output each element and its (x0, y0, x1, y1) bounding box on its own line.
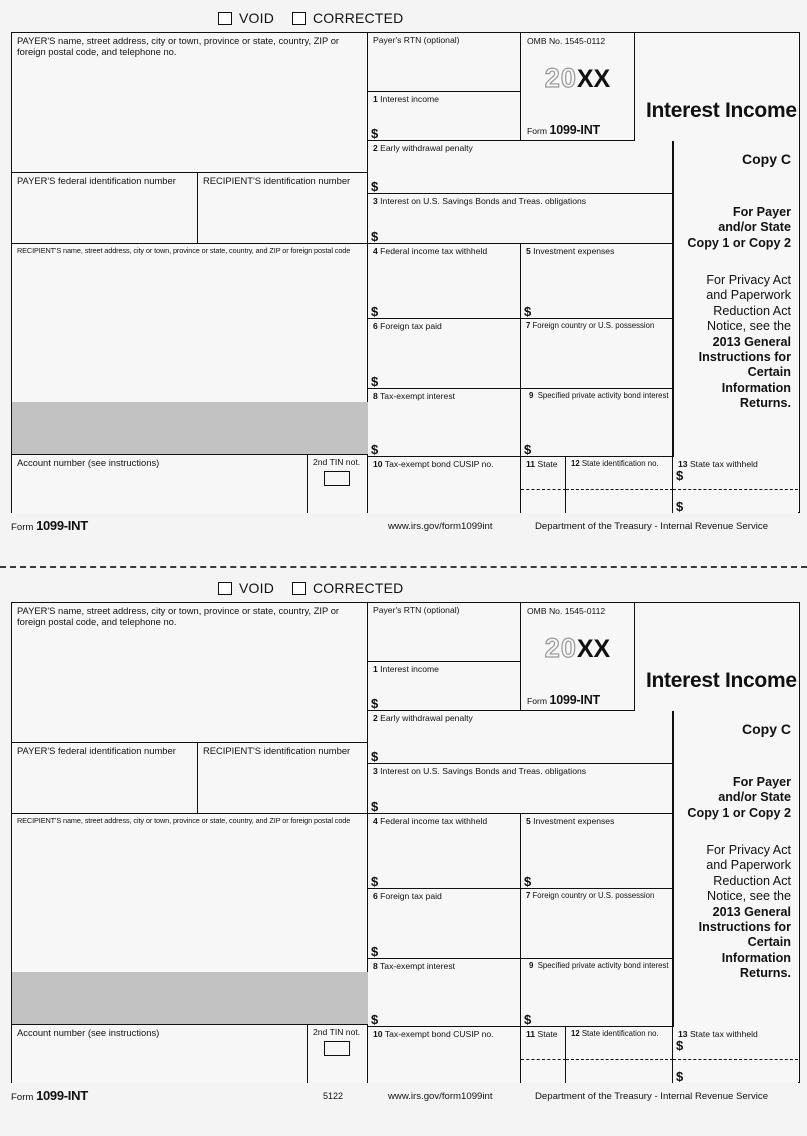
second-tin-label: 2nd TIN not. (313, 457, 361, 467)
privacy-bold-line-5-2: Returns. (739, 966, 791, 981)
recipient-name-address-label: RECIPIENT'S name, street address, city or town, province or state, country, and ZIP or foreign postal code (17, 246, 351, 255)
box-6-foreign-tax-paid[interactable] (368, 319, 521, 389)
privacy-line-1: For Privacy Act (706, 273, 791, 287)
box-13-currency-2b: $ (676, 1069, 684, 1084)
recipient-id-label: RECIPIENT'S identification number (203, 175, 351, 186)
copy-c-label-2: Copy C (742, 721, 791, 737)
for-payer-line-1: For Payer (732, 205, 791, 219)
recipient-name-address-box[interactable] (12, 244, 368, 455)
form-frame-2 (11, 602, 800, 1083)
privacy-line-2: and Paperwork (706, 288, 791, 303)
for-payer-line-2: and/or State (718, 220, 791, 235)
payer-name-address-box-2[interactable] (12, 603, 368, 743)
corrected-checkbox[interactable] (292, 12, 306, 25)
box-2-label: 2 Early withdrawal penalty (373, 143, 473, 153)
box-7-label-2: 7 Foreign country or U.S. possession (526, 891, 655, 900)
box-2-early-withdrawal-penalty[interactable] (368, 141, 673, 194)
box-3-label-2: 3 Interest on U.S. Savings Bonds and Treas. obligations (373, 766, 587, 776)
box-8-currency-2: $ (371, 1012, 379, 1027)
form-separator (0, 566, 807, 568)
form-number-line (527, 123, 600, 137)
box-11-state-2[interactable] (521, 1027, 566, 1083)
privacy-bold-line-5: Returns. (739, 396, 791, 411)
box-3-label: 3 Interest on U.S. Savings Bonds and Treas. obligations (373, 196, 587, 206)
box-12-divider-2 (566, 1059, 673, 1060)
privacy-bold-line-4-2: Information (721, 950, 791, 965)
omb-year-block-2 (521, 603, 635, 711)
box-1-label-2: 1 Interest income (373, 664, 439, 674)
void-checkbox-group-2[interactable] (218, 580, 274, 596)
box-4-federal-tax-withheld-2[interactable] (368, 814, 521, 889)
checkbox-row-2 (0, 578, 807, 600)
payer-rtn-label: Payer's RTN (optional) (373, 35, 460, 45)
year-prefix-2: 20 (544, 633, 577, 663)
box-12-label: 12 State identification no. (571, 459, 659, 468)
form-frame (11, 32, 800, 513)
box-10-cusip-2[interactable] (368, 1027, 521, 1083)
box-10-label: 10 Tax-exempt bond CUSIP no. (373, 459, 494, 469)
box-1-currency-2: $ (371, 696, 379, 711)
second-tin-box[interactable] (308, 455, 368, 513)
box-3-savings-bonds-interest-2[interactable] (368, 764, 673, 814)
box-6-label-2: 6 Foreign tax paid (373, 891, 442, 901)
box-4-currency: $ (371, 304, 379, 319)
payer-federal-id-label-2: PAYER'S federal identification number (17, 745, 176, 756)
void-label: VOID (239, 10, 275, 26)
box-8-tax-exempt-interest-2[interactable] (368, 959, 521, 1027)
box-2-label-2: 2 Early withdrawal penalty (373, 713, 473, 723)
privacy-bold-line-1: 2013 General (712, 334, 791, 349)
account-number-box-2[interactable] (12, 1025, 308, 1083)
box-3-currency-2: $ (371, 799, 379, 814)
box-9-currency: $ (524, 442, 532, 457)
privacy-line-2-2: and Paperwork (706, 858, 791, 873)
box-2-currency: $ (371, 179, 379, 194)
box-4-label-2: 4 Federal income tax withheld (373, 816, 488, 826)
void-checkbox-2[interactable] (218, 582, 232, 595)
box-13-state-tax-withheld-2[interactable] (673, 1027, 798, 1083)
corrected-label: CORRECTED (313, 10, 404, 26)
privacy-line-3: Reduction Act (713, 303, 791, 318)
box-13-divider-2 (673, 1059, 798, 1060)
box-4-currency-2: $ (371, 874, 379, 889)
page-title: Interest Income (646, 99, 797, 122)
box-9-currency-2: $ (524, 1012, 532, 1027)
box-12-state-id[interactable] (566, 457, 673, 513)
page-title-2: Interest Income (646, 669, 797, 692)
box-5-label: 5 Investment expenses (526, 246, 615, 256)
box-6-currency-2: $ (371, 944, 379, 959)
box-2-currency-2: $ (371, 749, 379, 764)
for-payer-line-3: Copy 1 or Copy 2 (687, 235, 791, 250)
payer-name-address-box[interactable] (12, 33, 368, 173)
shaded-band-2 (12, 972, 368, 1024)
box-5-currency-2: $ (524, 874, 532, 889)
payer-name-address-label: PAYER'S name, street address, city or town, province or state, country, ZIP or foreign postal code, and telephone no. (17, 35, 340, 57)
box-12-label-2: 12 State identification no. (571, 1029, 659, 1038)
box-8-tax-exempt-interest[interactable] (368, 389, 521, 457)
box-6-foreign-tax-paid-2[interactable] (368, 889, 521, 959)
payer-name-address-label-2: PAYER'S name, street address, city or town, province or state, country, ZIP or foreign postal code, and telephone no. (17, 605, 340, 627)
void-checkbox[interactable] (218, 12, 232, 25)
privacy-notice-block (641, 273, 791, 412)
privacy-line-3-2: Reduction Act (713, 873, 791, 888)
privacy-bold-line-4: Information (721, 380, 791, 395)
box-4-label: 4 Federal income tax withheld (373, 246, 488, 256)
for-payer-line-2-2: and/or State (718, 790, 791, 805)
recipient-id-label-2: RECIPIENT'S identification number (203, 745, 351, 756)
recipient-name-address-label-2: RECIPIENT'S name, street address, city or town, province or state, country, and ZIP or foreign postal code (17, 816, 351, 825)
account-number-label-2: Account number (see instructions) (17, 1027, 160, 1038)
second-tin-box-2[interactable] (308, 1025, 368, 1083)
form-word-2: Form (527, 696, 548, 706)
footer-department: Department of the Treasury - Internal Revenue Service (535, 521, 769, 532)
shaded-band (12, 402, 368, 454)
checkbox-row (0, 8, 807, 30)
recipient-id-box[interactable] (198, 173, 368, 244)
privacy-line-1-2: For Privacy Act (706, 843, 791, 857)
recipient-name-address-box-2[interactable] (12, 814, 368, 1025)
footer-website[interactable]: www.irs.gov/form1099int (388, 521, 493, 532)
payer-rtn-box-2[interactable] (368, 603, 521, 662)
box-13-label-2: 13 State tax withheld (678, 1029, 758, 1039)
year-prefix: 20 (544, 63, 577, 93)
box-9-label: 9 Specified private activity bond interest (529, 391, 669, 400)
footer-website-2[interactable]: www.irs.gov/form1099int (388, 1091, 493, 1102)
box-12-divider (566, 489, 673, 490)
privacy-bold-line-3-2: Certain (747, 935, 791, 950)
for-payer-block (641, 205, 791, 251)
year-suffix: XX (576, 65, 611, 93)
box-13-divider (673, 489, 798, 490)
box-6-label: 6 Foreign tax paid (373, 321, 442, 331)
footer-form-number: Form 1099-INT (11, 518, 88, 533)
privacy-bold-line-3: Certain (747, 365, 791, 380)
payer-federal-id-label: PAYER'S federal identification number (17, 175, 176, 186)
box-8-label-2: 8 Tax-exempt interest (373, 961, 456, 971)
box-1-label: 1 Interest income (373, 94, 439, 104)
box-8-label: 8 Tax-exempt interest (373, 391, 456, 401)
account-number-box[interactable] (12, 455, 308, 513)
payer-federal-id-box[interactable] (12, 173, 198, 244)
box-11-divider (521, 489, 566, 490)
copy-c-label: Copy C (742, 151, 791, 167)
payer-rtn-label-2: Payer's RTN (optional) (373, 605, 460, 615)
box-7-label: 7 Foreign country or U.S. possession (526, 321, 655, 330)
omb-year-block (521, 33, 635, 141)
box-9-label-2: 9 Specified private activity bond interest (529, 961, 669, 970)
box-10-label-2: 10 Tax-exempt bond CUSIP no. (373, 1029, 494, 1039)
omb-number: OMB No. 1545-0112 (527, 36, 606, 46)
corrected-checkbox-2[interactable] (292, 582, 306, 595)
box-8-currency: $ (371, 442, 379, 457)
box-10-cusip[interactable] (368, 457, 521, 513)
tax-year-2 (521, 633, 634, 664)
tax-year (521, 63, 634, 94)
account-number-label: Account number (see instructions) (17, 457, 160, 468)
box-13-currency-1: $ (676, 468, 684, 483)
footer-form-number-2: Form 1099-INT (11, 1088, 88, 1103)
for-payer-block-2 (641, 775, 791, 821)
footer-catalog-number: 5122 (323, 1091, 344, 1101)
box-13-label: 13 State tax withheld (678, 459, 758, 469)
footer-department-2: Department of the Treasury - Internal Revenue Service (535, 1091, 769, 1102)
form-number-line-2 (527, 693, 600, 707)
privacy-bold-line-2-2: Instructions for (698, 920, 791, 935)
corrected-label-2: CORRECTED (313, 580, 404, 596)
box-6-currency: $ (371, 374, 379, 389)
box-11-state[interactable] (521, 457, 566, 513)
form-copy-1 (0, 0, 807, 545)
box-11-divider-2 (521, 1059, 566, 1060)
box-2-early-withdrawal-penalty-2[interactable] (368, 711, 673, 764)
box-3-savings-bonds-interest[interactable] (368, 194, 673, 244)
recipient-id-box-2[interactable] (198, 743, 368, 814)
box-13-currency-2: $ (676, 499, 684, 514)
box-12-state-id-2[interactable] (566, 1027, 673, 1083)
privacy-bold-line-2: Instructions for (698, 350, 791, 365)
box-5-currency: $ (524, 304, 532, 319)
box-3-currency: $ (371, 229, 379, 244)
second-tin-label-2: 2nd TIN not. (313, 1027, 361, 1037)
corrected-checkbox-group[interactable] (292, 10, 403, 26)
box-1-interest-income[interactable] (368, 92, 521, 141)
omb-number-2: OMB No. 1545-0112 (527, 606, 606, 616)
privacy-notice-block-2 (641, 843, 791, 982)
for-payer-line-3-2: Copy 1 or Copy 2 (687, 805, 791, 820)
payer-federal-id-box-2[interactable] (12, 743, 198, 814)
box-13-state-tax-withheld[interactable] (673, 457, 798, 513)
box-5-label-2: 5 Investment expenses (526, 816, 615, 826)
box-1-currency: $ (371, 126, 379, 141)
for-payer-line-1-2: For Payer (732, 775, 791, 789)
privacy-line-4: Notice, see the (706, 319, 791, 334)
box-1-interest-income-2[interactable] (368, 662, 521, 711)
year-suffix-2: XX (576, 635, 611, 663)
box-13-currency-2a: $ (676, 1038, 684, 1053)
void-checkbox-group[interactable] (218, 10, 274, 26)
form-number: 1099-INT (549, 123, 600, 137)
privacy-line-4-2: Notice, see the (706, 889, 791, 904)
payer-rtn-box[interactable] (368, 33, 521, 92)
second-tin-checkbox[interactable] (324, 471, 350, 486)
form-word: Form (527, 126, 548, 136)
privacy-bold-line-1-2: 2013 General (712, 904, 791, 919)
form-copy-2 (0, 570, 807, 1115)
box-4-federal-tax-withheld[interactable] (368, 244, 521, 319)
corrected-checkbox-group-2[interactable] (292, 580, 403, 596)
second-tin-checkbox-2[interactable] (324, 1041, 350, 1056)
box-11-label-2: 11 State (526, 1029, 558, 1039)
void-label-2: VOID (239, 580, 275, 596)
form-number-2: 1099-INT (549, 693, 600, 707)
box-11-label: 11 State (526, 459, 558, 469)
